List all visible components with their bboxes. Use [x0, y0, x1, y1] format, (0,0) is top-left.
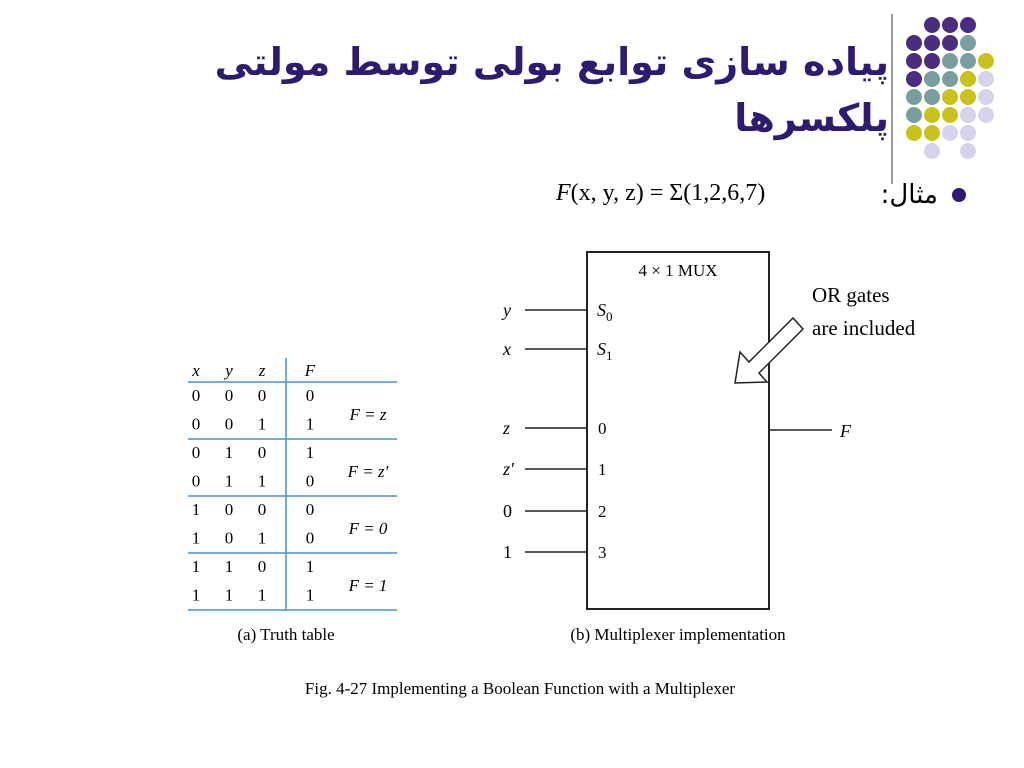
table-cell: 0 [191, 386, 201, 405]
table-cell: 1 [224, 471, 234, 491]
data-pin-label: 2 [598, 502, 607, 521]
table-cell: 1 [305, 443, 315, 462]
table-cell: 1 [191, 557, 201, 576]
table-cell: 0 [224, 386, 234, 405]
mux-diagram [501, 252, 916, 609]
table-cell: 0 [191, 443, 201, 462]
table-cell: 0 [224, 500, 234, 519]
group-function-label: F = z′ [347, 462, 389, 481]
table-cell: 1 [191, 585, 201, 605]
bullet-label: مثال: [880, 180, 938, 210]
data-signal-label: 0 [503, 501, 512, 521]
table-cell: 0 [191, 414, 201, 434]
table-cell: 0 [305, 386, 315, 405]
truth-table-caption: (a) Truth table [237, 625, 335, 644]
formula-minterms: = Σ(1,2,6,7) [643, 180, 766, 206]
table-cell: 1 [224, 585, 234, 605]
data-pin-label: 3 [598, 543, 607, 562]
table-cell: 1 [191, 528, 201, 548]
table-cell: 1 [257, 528, 267, 548]
table-cell: 1 [257, 471, 267, 491]
table-header: x [192, 361, 200, 380]
table-cell: 0 [257, 386, 267, 405]
table-cell: 0 [257, 443, 267, 462]
table-cell: 0 [305, 528, 315, 548]
note-line-1: OR gates [812, 283, 890, 307]
select-pin-name: S [597, 339, 606, 359]
table-cell: 1 [224, 557, 234, 576]
table-cell: 1 [257, 414, 267, 434]
group-function-label: F = 1 [348, 576, 388, 595]
group-function-label: F = z [349, 405, 387, 424]
table-cell: 0 [305, 500, 315, 519]
mux-caption: (b) Multiplexer implementation [570, 625, 786, 644]
table-header: y [225, 361, 233, 380]
table-cell: 0 [224, 528, 234, 548]
data-pin-label: 1 [598, 460, 607, 479]
select-signal-label: y [503, 300, 511, 320]
table-cell: 0 [257, 557, 267, 576]
title-line-2: پلکسرها [734, 96, 889, 140]
data-signal-label: z′ [503, 459, 514, 479]
table-cell: 1 [257, 585, 267, 605]
table-cell: 0 [224, 414, 234, 434]
mux-title: 4 × 1 MUX [638, 261, 718, 280]
group-function-label: F = 0 [348, 519, 388, 538]
table-cell: 1 [305, 557, 315, 576]
mux-box [587, 252, 769, 609]
table-header: z [258, 361, 266, 380]
table-cell: 1 [191, 500, 201, 519]
note-line-2: are included [812, 316, 916, 340]
select-pin-subscript: 0 [606, 309, 613, 324]
select-pin-name: S [597, 300, 606, 320]
select-signal-label: x [503, 339, 511, 359]
figure-caption: Fig. 4-27 Implementing a Boolean Function with a Multiplexer [304, 679, 736, 698]
select-pin-subscript: 1 [606, 348, 613, 363]
title-line-1: پیاده سازی توابع بولی توسط مولتی [214, 40, 889, 84]
select-pin-label [597, 339, 613, 363]
table-cell: 1 [305, 414, 315, 434]
data-signal-label: z [503, 418, 511, 438]
formula-function-name: F [556, 180, 571, 206]
table-cell: 0 [191, 471, 201, 491]
table-cell: 1 [224, 443, 234, 462]
table-cell: 1 [305, 585, 315, 605]
formula-arguments: (x, y, z) [570, 180, 644, 206]
mux-output-label: F [840, 421, 851, 441]
data-signal-label: 1 [503, 542, 512, 562]
table-cell: 0 [305, 471, 315, 491]
select-pin-label [597, 300, 613, 324]
data-pin-label: 0 [598, 419, 607, 438]
table-header: F [304, 361, 316, 380]
truth-table [188, 358, 397, 610]
table-cell: 0 [257, 500, 267, 519]
